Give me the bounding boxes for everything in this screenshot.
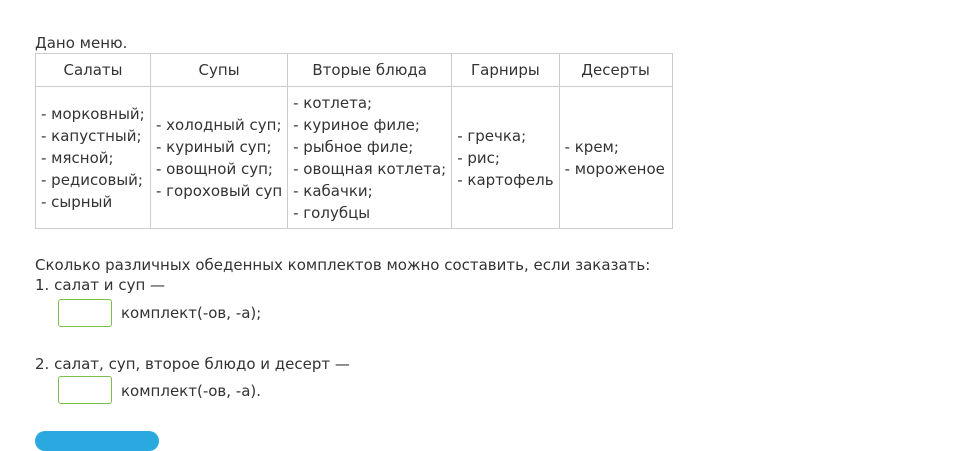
task-2-unit: комплект(-ов, -а).: [121, 382, 262, 400]
list-item: - мясной;: [41, 148, 114, 167]
menu-header-row: [36, 54, 673, 87]
intro-text: Дано меню.: [35, 34, 128, 52]
salads-cell: [36, 87, 151, 229]
submit-button[interactable]: [35, 431, 159, 451]
desserts-cell: [559, 87, 672, 229]
list-item: - сырный: [41, 192, 113, 211]
main-courses-cell: [288, 87, 452, 229]
menu-items-row: [36, 87, 673, 229]
answer-input-1[interactable]: [58, 299, 112, 327]
side-dishes-cell: [452, 87, 559, 229]
list-item: - крем;: [564, 137, 619, 156]
task-1-label: 1. салат и суп —: [35, 276, 166, 294]
task-2-label: 2. салат, суп, второе блюдо и десерт —: [35, 355, 350, 373]
list-item: - мороженое: [564, 159, 665, 178]
answer-input-2[interactable]: [58, 376, 112, 404]
header-side-dishes: Гарниры: [452, 54, 559, 87]
list-item: - капустный;: [41, 126, 142, 145]
list-item: - куриное филе;: [293, 115, 420, 134]
list-item: - редисовый;: [41, 170, 143, 189]
question-text: Сколько различных обеденных комплектов можно составить, если заказать:: [35, 256, 651, 274]
list-item: - овощная котлета;: [293, 159, 447, 178]
list-item: - рыбное филе;: [293, 137, 414, 156]
list-item: - кабачки;: [293, 181, 373, 200]
list-item: - картофель: [457, 170, 554, 189]
side-dishes-list: [457, 125, 553, 191]
soups-list: [156, 114, 282, 202]
list-item: - голубцы: [293, 203, 371, 222]
list-item: - гороховый суп: [156, 181, 283, 200]
list-item: - гречка;: [457, 126, 527, 145]
salads-list: [41, 103, 145, 213]
header-salads: Салаты: [36, 54, 151, 87]
menu-table: [35, 53, 673, 229]
soups-cell: [151, 87, 288, 229]
list-item: - овощной суп;: [156, 159, 273, 178]
main-courses-list: [293, 92, 446, 224]
list-item: - куриный суп;: [156, 137, 272, 156]
list-item: - рис;: [457, 148, 500, 167]
header-desserts: Десерты: [559, 54, 672, 87]
list-item: - холодный суп;: [156, 115, 282, 134]
list-item: - котлета;: [293, 93, 373, 112]
header-main-courses: Вторые блюда: [288, 54, 452, 87]
task-1-unit: комплект(-ов, -а);: [121, 304, 262, 322]
list-item: - морковный;: [41, 104, 145, 123]
desserts-list: [565, 136, 667, 180]
header-soups: Супы: [151, 54, 288, 87]
